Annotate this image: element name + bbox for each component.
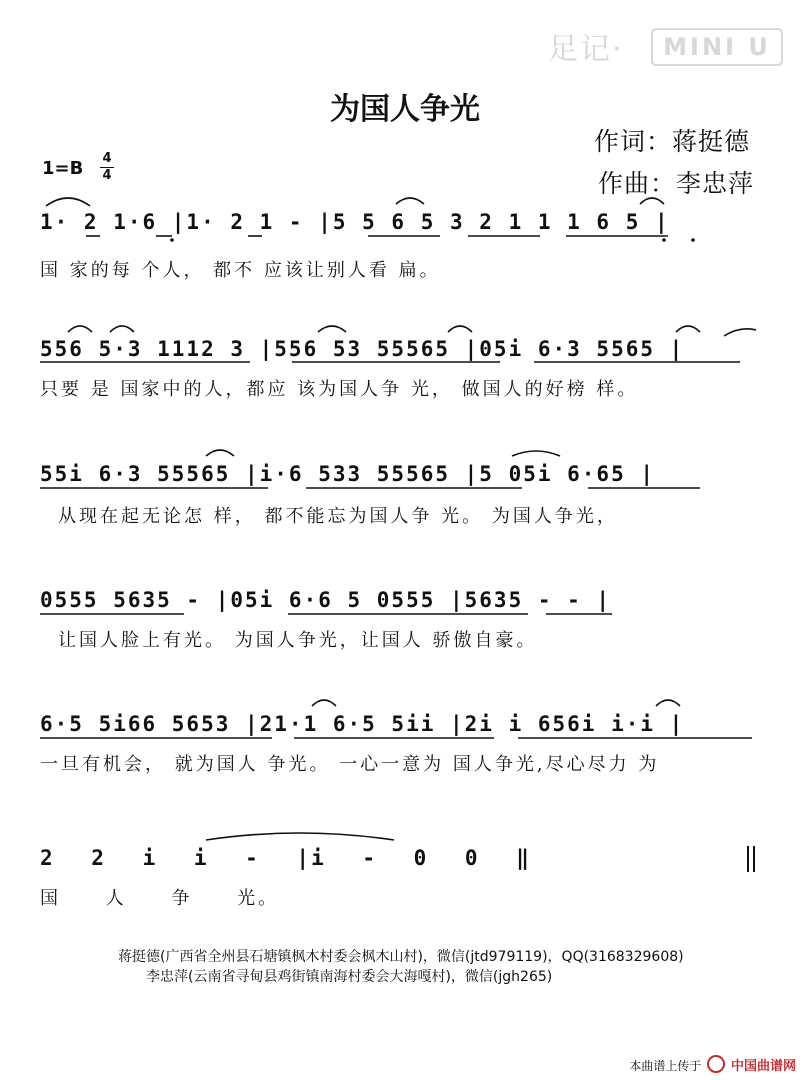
- slur-mark: [656, 700, 680, 706]
- slur-mark: [312, 700, 336, 706]
- system-5-lyrics: 一旦有机会， 就为国人 争光。 一心一意为 国人争光,尽心尽力 为: [40, 754, 660, 775]
- octave-dot: [691, 238, 695, 242]
- slur-mark: [206, 450, 234, 456]
- slur-mark: [724, 329, 756, 336]
- song-title: 为国人争光: [330, 92, 480, 127]
- system-4-lyrics: 让国人脸上有光。 为国人争光，让国人 骄傲自豪。: [58, 630, 538, 651]
- system-1-notes: 1· 2 1·6 |1· 2 1 - |5 5 6 5 3 2 1 1 1 6 5 |: [40, 210, 670, 234]
- upload-note: [629, 1055, 796, 1074]
- upload-site[interactable]: 中国曲谱网: [730, 1059, 796, 1074]
- system-6-lyrics: 国 人 争 光。: [40, 888, 280, 909]
- slur-mark: [318, 326, 346, 332]
- brand-badge: MINI U: [651, 28, 783, 66]
- composer-credit: 作曲：李忠萍: [598, 169, 755, 198]
- slur-mark: [46, 198, 90, 206]
- composer-contact: 李忠萍(云南省寻甸县鸡街镇南海村委会大海嘎村)，微信(jgh265): [146, 969, 553, 985]
- brand-watermark: 足记·: [548, 32, 624, 67]
- time-signature-top: 4: [102, 151, 112, 166]
- key-signature: 1=B: [42, 158, 84, 179]
- system-3-lyrics: 从现在起无论怎 样， 都不能忘为国人争 光。 为国人争光，: [58, 506, 618, 527]
- octave-dot: [662, 238, 666, 242]
- system-1-lyrics: 国 家的每 个人， 都不 应该让别人看 扁。: [40, 260, 441, 281]
- octave-dot: [170, 238, 174, 242]
- system-6-notes: 2 2 i i - |i - 0 0 ‖: [40, 846, 531, 870]
- lyricist-contact: 蒋挺德(广西省全州县石塘镇枫木村委会枫木山村)，微信(jtd979119)，QQ(3168329608): [118, 949, 684, 965]
- system-2-lyrics: 只要 是 国家中的人，都应 该为国人争 光， 做国人的好榜 样。: [40, 379, 639, 400]
- slur-mark: [206, 833, 394, 840]
- underline-marks: [40, 236, 752, 738]
- slur-mark: [448, 326, 472, 332]
- system-3-notes: 55i 6·3 55565 |i·6 533 55565 |5 05i 6·65 |: [40, 462, 656, 486]
- lyricist-credit: 作词：蒋挺德: [594, 127, 751, 156]
- slur-mark: [68, 326, 92, 332]
- slur-marks: [46, 198, 756, 840]
- octave-dots: [170, 238, 695, 242]
- final-barline: [748, 846, 754, 872]
- upload-label: 本曲谱上传于: [629, 1059, 702, 1073]
- slur-mark: [676, 326, 700, 332]
- slur-mark: [512, 451, 560, 456]
- slur-mark: [396, 198, 424, 204]
- time-signature-bottom: 4: [102, 168, 112, 183]
- system-4-notes: 0555 5635 - |05i 6·6 5 0555 |5635 - - |: [40, 588, 612, 612]
- slur-mark: [640, 198, 664, 204]
- system-2-notes: 556 5·3 1112 3 |556 53 55565 |05i 6·3 5565 |: [40, 337, 685, 361]
- slur-mark: [110, 326, 134, 332]
- site-logo-icon: [707, 1055, 725, 1073]
- system-5-notes: 6·5 5i66 5653 |21·1 6·5 5ii |2i i 656i i·i |: [40, 712, 685, 736]
